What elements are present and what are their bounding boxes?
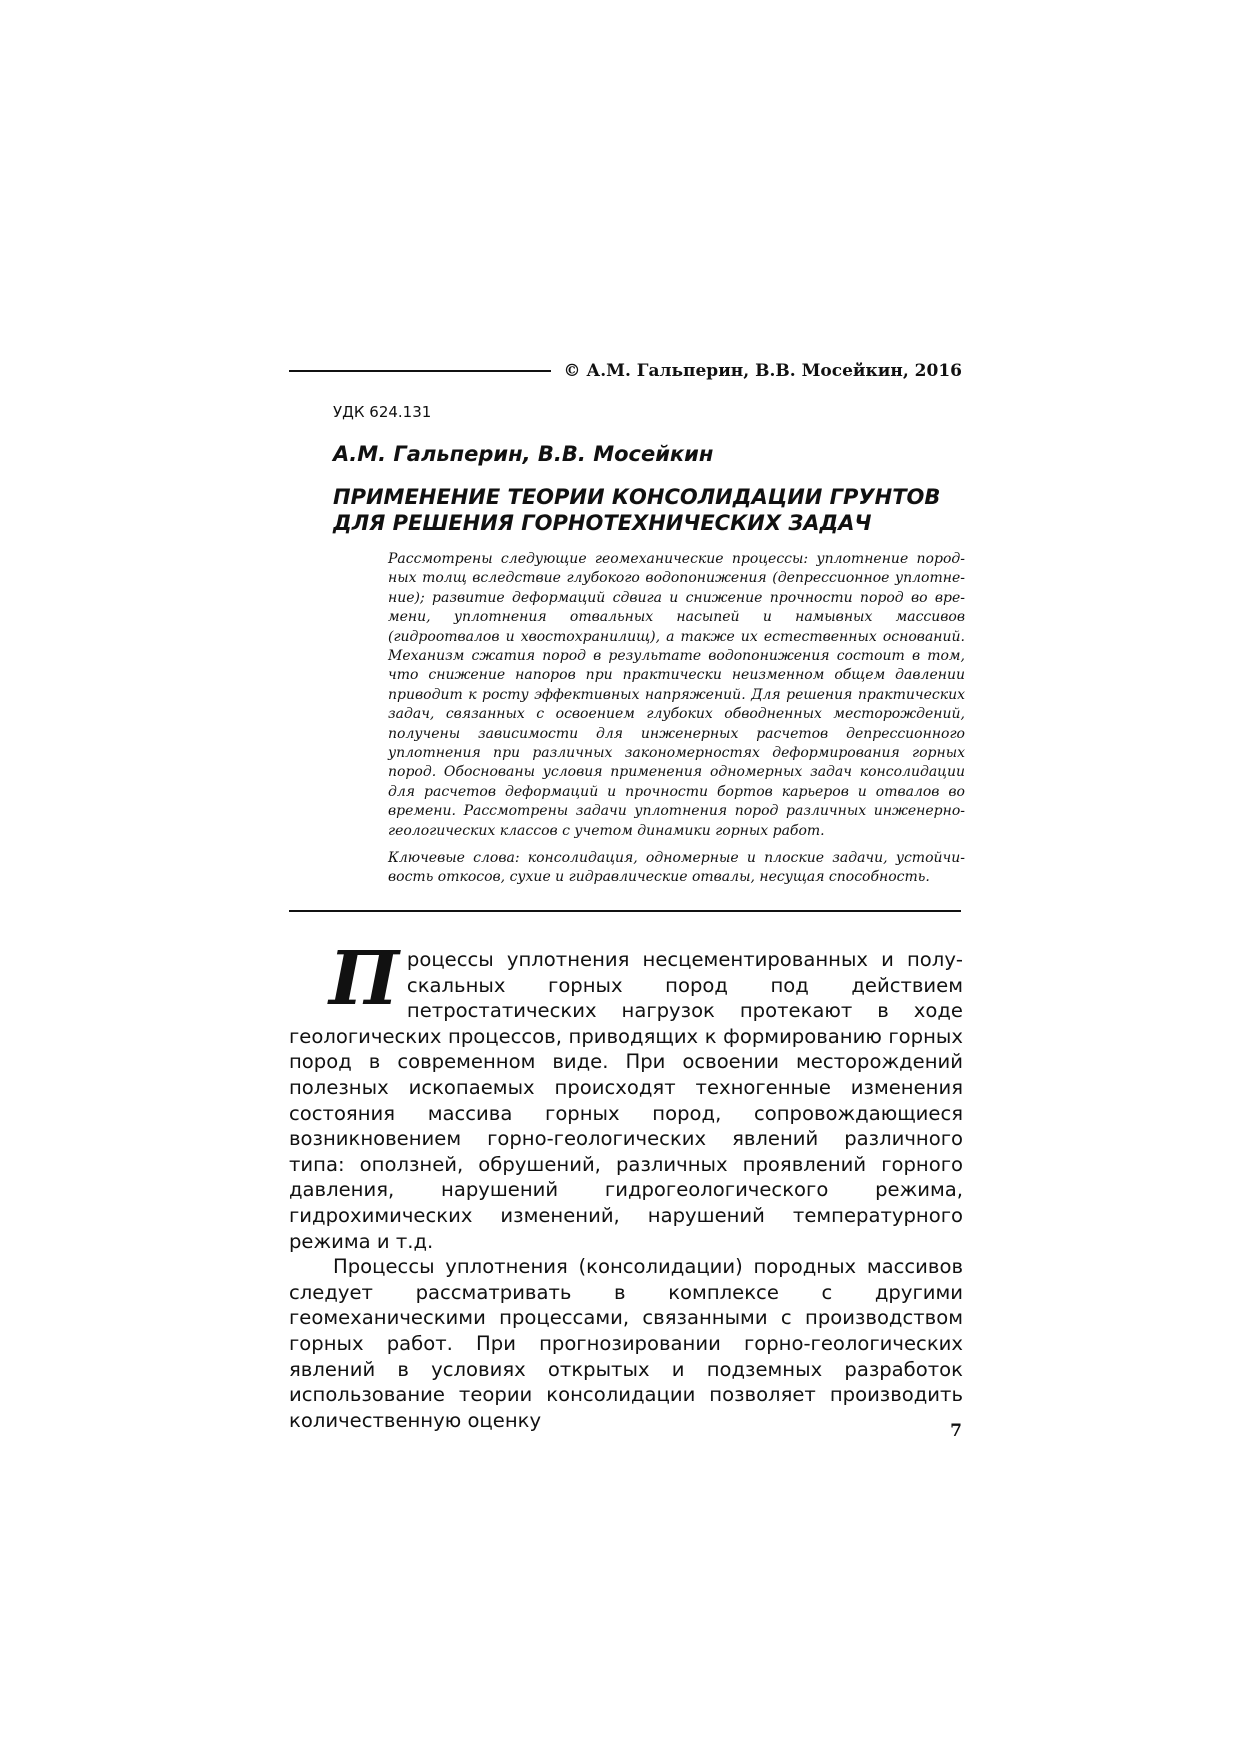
body-paragraph-2: Процессы уплотнения (консолидации) породных массивов следует рассматривать в комплексе с другими геомеханическими процессами, связанными с производством горных работ. При прогнозировании горно-геологических явлений в условиях открытых и подземных разработок использование теории консолидации позволяет производить количественную оценку (289, 1255, 963, 1432)
article-abstract: Рассмотрены следующие геомеханические процессы: уплотнение породных толщ вследствие глубокого водопонижения (депрессионное уплотнение); развитие деформаций сдвига и снижение прочности пород во времени, уплотнения отвальных насыпей и намывных массивов (гидроотвалов и хвостохранилищ), а также их естественных оснований. Механизм сжатия пород в результате водопонижения состоит в том, что снижение напоров при практически неизменном общем давлении приводит к росту эффективных напряжений. Для решения практических задач, связанных с освоением глубоких обводненных месторождений, получены зависимости для инженерных расчетов депрессионного уплотнения при различных закономерностях деформирования горных пород. Обоснованы условия применения одномерных задач консолидации для расчетов деформаций и прочности бортов карьеров и отвалов во времени. Рассмотрены задачи уплотнения пород различных инженерно-геологических классов с учетом динамики горных работ. (388, 551, 965, 839)
drop-cap-letter: П (329, 936, 399, 1022)
article-title-line-1: ПРИМЕНЕНИЕ ТЕОРИИ КОНСОЛИДАЦИИ ГРУНТОВ (333, 485, 941, 509)
body-paragraph-1 (289, 936, 963, 1254)
article-title-line-2: ДЛЯ РЕШЕНИЯ ГОРНОТЕХНИЧЕСКИХ ЗАДАЧ (333, 511, 872, 535)
article-body (289, 936, 963, 1433)
body-paragraph-1-text: роцессы уплотнения несцементированных и полускальных горных пород под действием петростатических нагрузок протекают в ходе геологических процессов, приводящих к формированию горных пород в современном виде. При освоении месторождений полезных ископаемых происходят техногенные изменения состояния массива горных пород, сопровождающиеся возникновением горно-геологических явлений различного типа: оползней, обрушений, различных проявлений горного давления, нарушений гидрогеологического режима, гидрохимических изменений, нарушений температурного режима и т.д. (289, 948, 963, 1253)
header-rule (289, 370, 551, 372)
article-authors: А.М. Гальперин, В.В. Мосейкин (333, 442, 714, 466)
udk-code: УДК 624.131 (333, 403, 432, 421)
copyright-line: © А.М. Гальперин, В.В. Мосейкин, 2016 (563, 361, 962, 381)
section-divider-rule (289, 910, 961, 912)
article-title (333, 484, 973, 536)
page-number: 7 (950, 1421, 962, 1441)
article-keywords: Ключевые слова: консолидация, одномерные и плоские задачи, устойчивость откосов, сухие и гидравлические отвалы, несущая способность. (388, 850, 965, 886)
